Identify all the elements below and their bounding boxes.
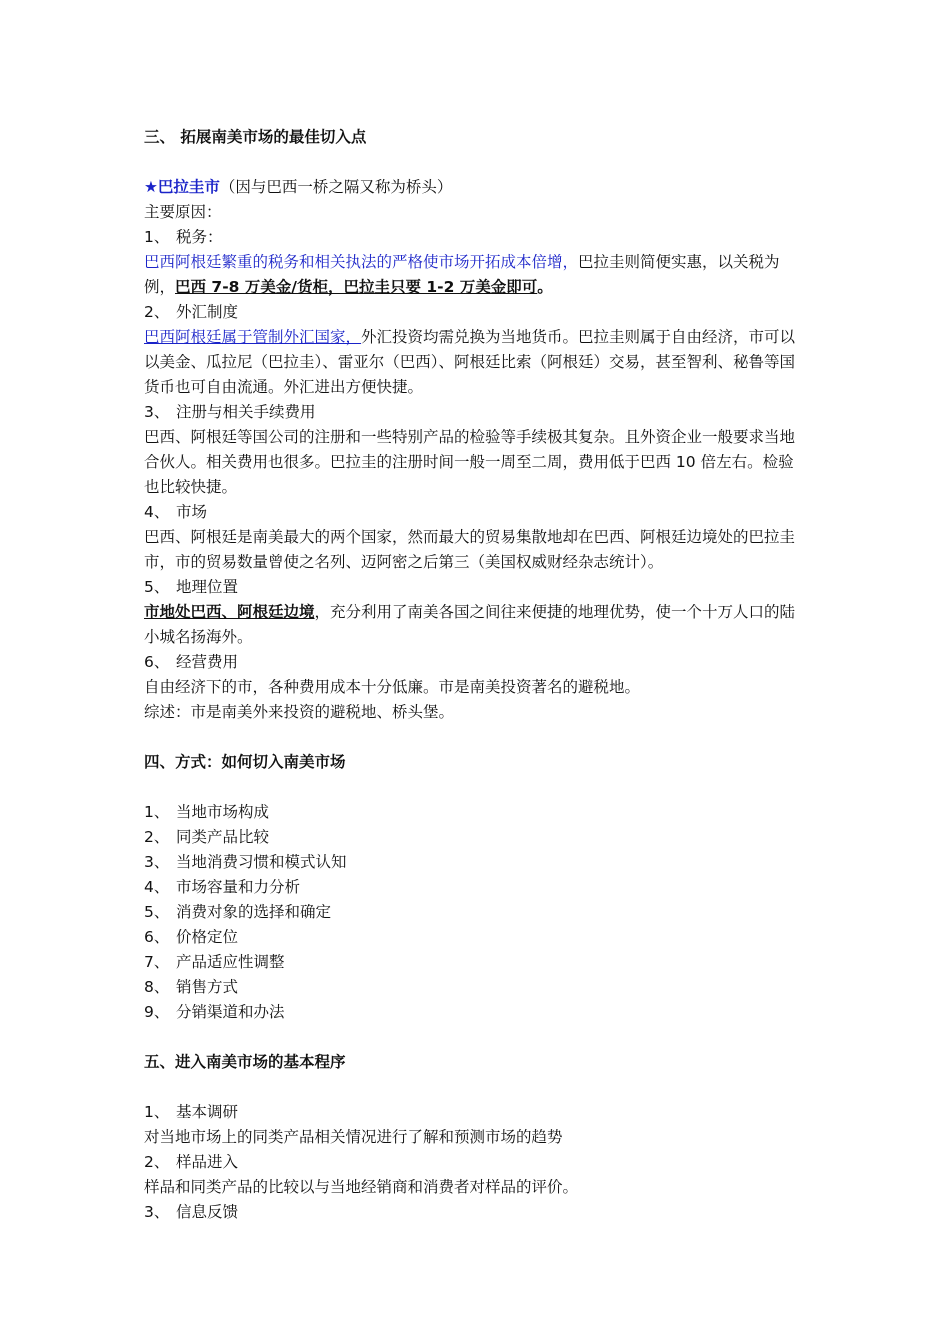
section5-heading: 五、进入南美市场的基本程序 xyxy=(144,1053,346,1071)
reason-title-text: 注册与相关手续费用 xyxy=(176,403,316,421)
city-line xyxy=(144,175,804,200)
step-title xyxy=(144,1200,804,1225)
list-text: 市场容量和力分析 xyxy=(176,878,301,896)
step-number: 2、 xyxy=(144,1153,170,1171)
step-number: 3、 xyxy=(144,1203,170,1221)
body-text: ，充分利用了南美各国之间往来便捷的地理优势，使一个十万人口的陆小城名扬海外。 xyxy=(144,603,796,646)
step-title-text: 基本调研 xyxy=(176,1103,239,1121)
list-item xyxy=(144,1000,804,1025)
step-title xyxy=(144,1100,804,1125)
reason-title xyxy=(144,225,804,250)
reason-title xyxy=(144,400,804,425)
list-number: 4、 xyxy=(144,878,170,896)
list-number: 5、 xyxy=(144,903,170,921)
bold-underline-text: 巴西 7-8 万美金/货柜，巴拉圭只要 1-2 万美金即可 xyxy=(175,278,538,296)
reason-number: 2、 xyxy=(144,303,170,321)
star-icon: ★ xyxy=(144,178,158,196)
step-desc: 样品和同类产品的比较以与当地经销商和消费者对样品的评价。 xyxy=(144,1178,579,1196)
step-number: 1、 xyxy=(144,1103,170,1121)
reason-body xyxy=(144,325,804,400)
list-item xyxy=(144,850,804,875)
list-number: 8、 xyxy=(144,978,170,996)
reason-body xyxy=(144,250,804,300)
reason-body: 自由经济下的市，各种费用成本十分低廉。市是南美投资著名的避税地。 xyxy=(144,678,641,696)
reason-number: 6、 xyxy=(144,653,170,671)
list-number: 9、 xyxy=(144,1003,170,1021)
step-desc: 对当地市场上的同类产品相关情况进行了解和预测市场的趋势 xyxy=(144,1128,563,1146)
highlight-text: 巴西阿根廷繁重的税务和相关执法的严格使市场开拓成本倍增， xyxy=(144,253,579,271)
list-item xyxy=(144,925,804,950)
reason-title-text: 地理位置 xyxy=(176,578,239,596)
reasons-label: 主要原因： xyxy=(144,203,222,221)
list-number: 7、 xyxy=(144,953,170,971)
highlight-link-text: 巴西阿根廷属于管制外汇国家， xyxy=(144,328,362,346)
reason-number: 1、 xyxy=(144,228,170,246)
spacer xyxy=(144,725,804,750)
list-item xyxy=(144,825,804,850)
reason-title-text: 经营费用 xyxy=(176,653,239,671)
reason-body: 巴西、阿根廷等国公司的注册和一些特别产品的检验等手续极其复杂。且外资企业一般要求当地合伙人。相关费用也很多。巴拉圭的注册时间一般一周至二周，费用低于巴西 10 倍左右。检验也比较快捷。 xyxy=(144,428,796,496)
reason-title-text: 税务： xyxy=(176,228,223,246)
reason-title xyxy=(144,575,804,600)
reason-title xyxy=(144,500,804,525)
list-text: 当地消费习惯和模式认知 xyxy=(176,853,347,871)
body-text: 巴拉圭则简便实惠，以关税为例， xyxy=(144,253,780,296)
spacer xyxy=(144,1025,804,1050)
reason-number: 5、 xyxy=(144,578,170,596)
summary-text: 综述：市是南美外来投资的避税地、桥头堡。 xyxy=(144,703,455,721)
spacer xyxy=(144,150,804,175)
city-name: 巴拉圭市 xyxy=(157,178,220,196)
city-note: （因与巴西一桥之隔又称为桥头） xyxy=(219,178,453,196)
spacer xyxy=(144,1075,804,1100)
section3-heading: 三、 拓展南美市场的最佳切入点 xyxy=(144,128,367,146)
reason-number: 3、 xyxy=(144,403,170,421)
step-title-text: 信息反馈 xyxy=(176,1203,239,1221)
bold-underline-text: 市地处巴西、阿根廷边境 xyxy=(144,603,315,621)
list-item xyxy=(144,975,804,1000)
list-text: 销售方式 xyxy=(176,978,239,996)
list-item xyxy=(144,950,804,975)
list-number: 3、 xyxy=(144,853,170,871)
step-title-text: 样品进入 xyxy=(176,1153,239,1171)
list-text: 分销渠道和办法 xyxy=(176,1003,285,1021)
section4-heading: 四、方式：如何切入南美市场 xyxy=(144,753,346,771)
list-item xyxy=(144,875,804,900)
reason-title-text: 外汇制度 xyxy=(176,303,239,321)
reason-title xyxy=(144,300,804,325)
reason-body xyxy=(144,600,804,650)
reason-body: 巴西、阿根廷是南美最大的两个国家，然而最大的贸易集散地却在巴西、阿根廷边境处的巴拉圭市，市的贸易数量曾使之名列、迈阿密之后第三（美国权威财经杂志统计）。 xyxy=(144,528,796,571)
reason-title-text: 市场 xyxy=(176,503,208,521)
list-text: 价格定位 xyxy=(176,928,239,946)
list-number: 6、 xyxy=(144,928,170,946)
list-number: 2、 xyxy=(144,828,170,846)
list-text: 消费对象的选择和确定 xyxy=(176,903,332,921)
body-text: 外汇投资均需兑换为当地货币。巴拉圭则属于自由经济，市可以以美金、瓜拉尼（巴拉圭）、雷亚尔（巴西）、阿根廷比索（阿根廷）交易，甚至智利、秘鲁等国货币也可自由流通。外汇进出方便快捷。 xyxy=(144,328,796,396)
list-item xyxy=(144,900,804,925)
reason-title xyxy=(144,650,804,675)
list-text: 产品适应性调整 xyxy=(176,953,285,971)
step-title xyxy=(144,1150,804,1175)
body-text-end: 。 xyxy=(537,278,553,296)
document-body xyxy=(144,125,804,1225)
spacer xyxy=(144,775,804,800)
list-text: 当地市场构成 xyxy=(176,803,270,821)
list-item xyxy=(144,800,804,825)
list-number: 1、 xyxy=(144,803,170,821)
list-text: 同类产品比较 xyxy=(176,828,270,846)
reason-number: 4、 xyxy=(144,503,170,521)
